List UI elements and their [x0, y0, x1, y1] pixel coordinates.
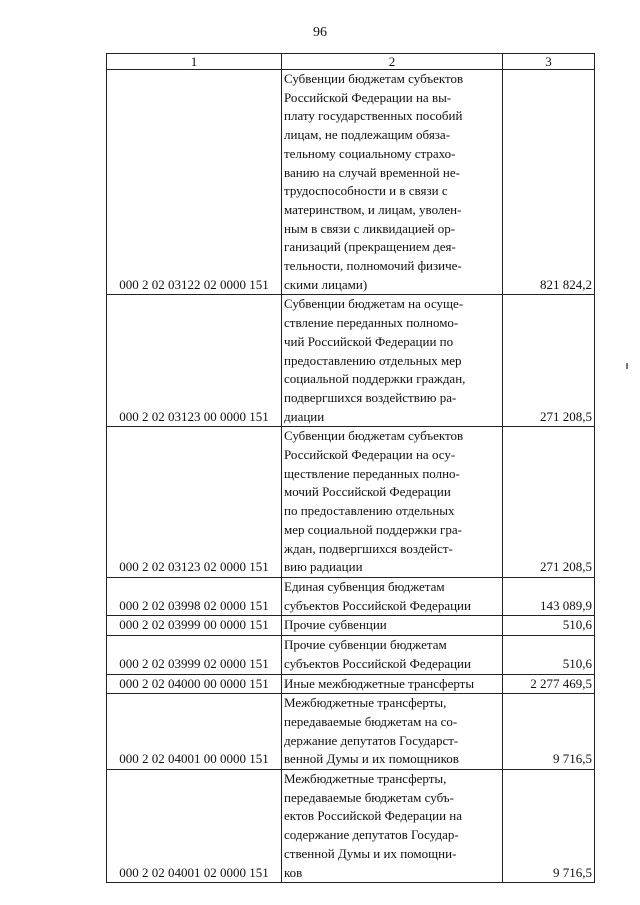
description-line: передаваемые бюджетам субъ- — [284, 789, 454, 805]
description-line: предоставлению отдельных мер — [284, 352, 462, 368]
description-line: Субвенции бюджетам субъектов — [284, 71, 464, 86]
column-header-2: 2 — [282, 54, 503, 70]
table-row — [107, 70, 595, 295]
description-line: ванию на случай временной не- — [284, 164, 460, 180]
table-row — [107, 616, 595, 636]
description-line: Субвенции бюджетам на осуще- — [284, 296, 464, 312]
description-line: ждан, подвергшихся воздейст- — [284, 540, 453, 556]
description-line: социальной поддержки граждан, — [284, 371, 466, 387]
amount-cell: 271 208,5 — [503, 427, 595, 578]
description-cell — [282, 694, 503, 770]
description-line: ственной Думы и их помощни- — [284, 845, 457, 861]
description-line: Единая субвенция бюджетам — [284, 578, 445, 594]
table-row — [107, 636, 595, 674]
description-line: Российской Федерации на вы- — [284, 89, 452, 105]
amount-cell: 510,6 — [503, 636, 595, 674]
budget-code-cell: 000 2 02 03122 02 0000 151 — [107, 70, 282, 295]
table-row — [107, 577, 595, 615]
description-line: венной Думы и их помощников — [284, 751, 459, 767]
description-line: плату государственных пособий — [284, 108, 463, 124]
budget-code-cell: 000 2 02 03999 02 0000 151 — [107, 636, 282, 674]
amount-cell: 143 089,9 — [503, 577, 595, 615]
description-cell — [282, 577, 503, 615]
description-line: мер социальной поддержки гра- — [284, 521, 462, 537]
description-cell — [282, 770, 503, 883]
description-line: Прочие субвенции бюджетам — [284, 637, 447, 653]
page-number: 96 — [313, 25, 327, 40]
amount-cell: 510,6 — [503, 616, 595, 636]
budget-code-cell: 000 2 02 04001 02 0000 151 — [107, 770, 282, 883]
table-row — [107, 295, 595, 427]
description-line: ектов Российской Федерации на — [284, 808, 463, 824]
description-line: материнством, и лицам, уволен- — [284, 201, 462, 217]
budget-code-cell: 000 2 02 03998 02 0000 151 — [107, 577, 282, 615]
column-header-1: 1 — [107, 54, 282, 70]
budget-code-cell: 000 2 02 04000 00 0000 151 — [107, 674, 282, 694]
table-row — [107, 694, 595, 770]
column-header-3: 3 — [503, 54, 595, 70]
description-line: подвергшихся воздействию ра- — [284, 389, 457, 405]
description-line: скими лицами) — [284, 276, 368, 292]
amount-cell: 821 824,2 — [503, 70, 595, 295]
description-line: держание депутатов Государст- — [284, 732, 459, 748]
description-line: ствление переданных полномо- — [284, 315, 459, 331]
amount-cell: 2 277 469,5 — [503, 674, 595, 694]
table-row — [107, 674, 595, 694]
description-line: чий Российской Федерации по — [284, 333, 454, 349]
description-line: Межбюджетные трансферты, — [284, 771, 447, 787]
description-line: Российской Федерации на осу- — [284, 447, 456, 463]
description-line: ганизаций (прекращением дея- — [284, 239, 456, 255]
description-line: субъектов Российской Федерации — [284, 597, 471, 613]
table-row — [107, 427, 595, 578]
description-line: по предоставлению отдельных — [284, 503, 455, 519]
table-header-row — [107, 54, 595, 70]
description-cell — [282, 674, 503, 694]
description-line: вию радиации — [284, 559, 363, 575]
budget-code-cell: 000 2 02 03123 02 0000 151 — [107, 427, 282, 578]
description-line: тельности, полномочий физиче- — [284, 258, 462, 274]
description-line: ществление переданных полно- — [284, 465, 460, 481]
budget-table-body — [107, 54, 595, 883]
budget-code-cell: 000 2 02 04001 00 0000 151 — [107, 694, 282, 770]
description-line: ным в связи с ликвидацией ор- — [284, 220, 456, 236]
description-line: диации — [284, 408, 325, 424]
description-line: Иные межбюджетные трансферты — [284, 675, 475, 691]
description-cell — [282, 636, 503, 674]
amount-cell: 9 716,5 — [503, 694, 595, 770]
description-line: ков — [284, 864, 303, 880]
description-line: содержание депутатов Государ- — [284, 827, 459, 843]
description-line: Субвенции бюджетам субъектов — [284, 428, 464, 444]
description-cell — [282, 427, 503, 578]
description-line: передаваемые бюджетам на со- — [284, 713, 458, 729]
amount-cell: 271 208,5 — [503, 295, 595, 427]
budget-table — [106, 53, 595, 883]
description-line: мочий Российской Федерации — [284, 484, 451, 500]
description-line: лицам, не подлежащим обяза- — [284, 127, 451, 143]
description-line: субъектов Российской Федерации — [284, 655, 471, 671]
description-cell — [282, 70, 503, 295]
description-cell — [282, 616, 503, 636]
budget-code-cell: 000 2 02 03999 00 0000 151 — [107, 616, 282, 636]
description-line: Межбюджетные трансферты, — [284, 695, 447, 711]
description-line: Прочие субвенции — [284, 617, 387, 633]
table-row — [107, 770, 595, 883]
amount-cell: 9 716,5 — [503, 770, 595, 883]
description-line: тельному социальному страхо- — [284, 145, 456, 161]
budget-code-cell: 000 2 02 03123 00 0000 151 — [107, 295, 282, 427]
margin-mark — [626, 363, 628, 369]
description-line: трудоспособности и в связи с — [284, 183, 448, 199]
description-cell — [282, 295, 503, 427]
